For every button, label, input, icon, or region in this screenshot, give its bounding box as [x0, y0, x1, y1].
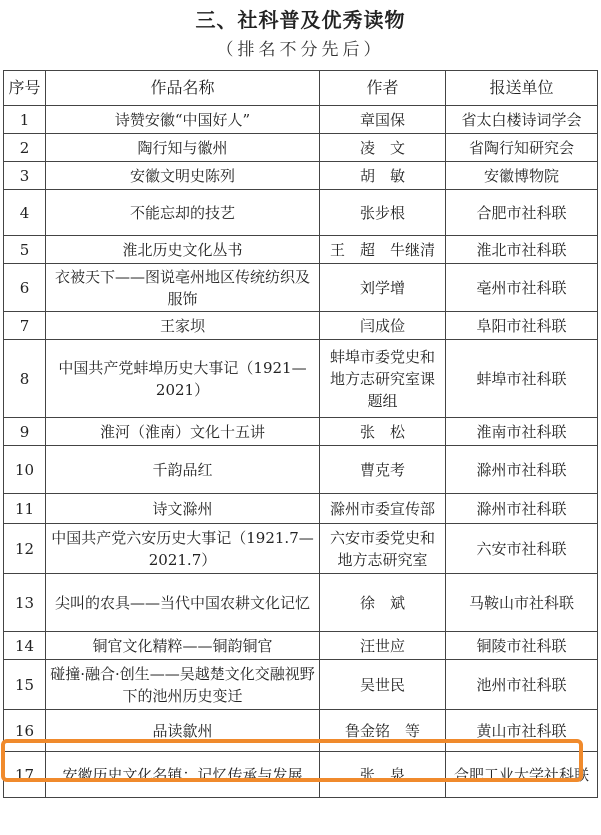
row-title: 中国共产党蚌埠历史大事记（1921—2021） — [46, 340, 320, 418]
row-unit: 合肥市社科联 — [446, 190, 598, 236]
row-author: 曹克考 — [320, 446, 446, 494]
row-number: 13 — [4, 574, 46, 632]
header-title: 作品名称 — [46, 71, 320, 106]
row-author: 张 泉 — [320, 752, 446, 798]
row-unit: 黄山市社科联 — [446, 710, 598, 752]
row-author: 张 松 — [320, 418, 446, 446]
row-author: 鲁金铭 等 — [320, 710, 446, 752]
row-author: 蚌埠市委党史和地方志研究室课题组 — [320, 340, 446, 418]
row-unit: 滁州市社科联 — [446, 446, 598, 494]
table-row — [4, 312, 598, 340]
row-number: 8 — [4, 340, 46, 418]
table-row — [4, 264, 598, 312]
table-row — [4, 660, 598, 710]
row-unit: 阜阳市社科联 — [446, 312, 598, 340]
table-row — [4, 524, 598, 574]
row-title: 诗赞安徽“中国好人” — [46, 106, 320, 134]
row-number: 3 — [4, 162, 46, 190]
row-number: 11 — [4, 494, 46, 524]
row-number: 4 — [4, 190, 46, 236]
row-title: 安徽历史文化名镇：记忆传承与发展 — [46, 752, 320, 798]
row-number: 1 — [4, 106, 46, 134]
row-title: 诗文滁州 — [46, 494, 320, 524]
table-row-highlighted — [4, 710, 598, 752]
header-author: 作者 — [320, 71, 446, 106]
row-title: 淮北历史文化丛书 — [46, 236, 320, 264]
row-unit: 合肥工业大学社科联 — [446, 752, 598, 798]
row-author: 吴世民 — [320, 660, 446, 710]
table-row — [4, 106, 598, 134]
row-title: 陶行知与徽州 — [46, 134, 320, 162]
row-unit: 蚌埠市社科联 — [446, 340, 598, 418]
reading-list-table — [3, 70, 598, 798]
table-row — [4, 340, 598, 418]
row-number: 12 — [4, 524, 46, 574]
row-title: 淮河（淮南）文化十五讲 — [46, 418, 320, 446]
section-subtitle: （排名不分先后） — [216, 40, 385, 60]
row-author: 刘学增 — [320, 264, 446, 312]
row-number: 14 — [4, 632, 46, 660]
table-row — [4, 162, 598, 190]
row-unit: 铜陵市社科联 — [446, 632, 598, 660]
row-title: 中国共产党六安历史大事记（1921.7—2021.7） — [46, 524, 320, 574]
row-unit: 亳州市社科联 — [446, 264, 598, 312]
row-title: 千韵品红 — [46, 446, 320, 494]
row-number: 17 — [4, 752, 46, 798]
row-number: 16 — [4, 710, 46, 752]
row-unit: 马鞍山市社科联 — [446, 574, 598, 632]
row-unit: 省太白楼诗词学会 — [446, 106, 598, 134]
row-author: 胡 敏 — [320, 162, 446, 190]
row-title: 衣被天下——图说亳州地区传统纺织及服饰 — [46, 264, 320, 312]
row-author: 徐 斌 — [320, 574, 446, 632]
table-row — [4, 494, 598, 524]
row-title: 不能忘却的技艺 — [46, 190, 320, 236]
row-unit: 淮南市社科联 — [446, 418, 598, 446]
row-title: 尖叫的农具——当代中国农耕文化记忆 — [46, 574, 320, 632]
table-row — [4, 752, 598, 798]
table-row — [4, 418, 598, 446]
table-row — [4, 574, 598, 632]
table-row — [4, 236, 598, 264]
row-unit: 省陶行知研究会 — [446, 134, 598, 162]
row-author: 章国保 — [320, 106, 446, 134]
table-header-row — [4, 71, 598, 106]
row-number: 7 — [4, 312, 46, 340]
row-title: 碰撞·融合·创生——吴越楚文化交融视野下的池州历史变迁 — [46, 660, 320, 710]
row-author: 凌 文 — [320, 134, 446, 162]
row-title: 王家坝 — [46, 312, 320, 340]
row-author: 六安市委党史和地方志研究室 — [320, 524, 446, 574]
row-number: 2 — [4, 134, 46, 162]
row-number: 6 — [4, 264, 46, 312]
row-author: 汪世应 — [320, 632, 446, 660]
row-number: 5 — [4, 236, 46, 264]
row-title: 铜官文化精粹——铜韵铜官 — [46, 632, 320, 660]
row-author: 张步根 — [320, 190, 446, 236]
row-title: 安徽文明史陈列 — [46, 162, 320, 190]
row-unit: 滁州市社科联 — [446, 494, 598, 524]
row-number: 9 — [4, 418, 46, 446]
row-unit: 安徽博物院 — [446, 162, 598, 190]
row-author: 滁州市委宣传部 — [320, 494, 446, 524]
section-title: 三、社科普及优秀读物 — [195, 8, 406, 32]
row-author: 闫成俭 — [320, 312, 446, 340]
table-row — [4, 446, 598, 494]
table-row — [4, 134, 598, 162]
row-unit: 六安市社科联 — [446, 524, 598, 574]
table-row — [4, 190, 598, 236]
row-number: 10 — [4, 446, 46, 494]
table-row — [4, 632, 598, 660]
row-title: 品读歙州 — [46, 710, 320, 752]
row-number: 15 — [4, 660, 46, 710]
row-unit: 池州市社科联 — [446, 660, 598, 710]
row-unit: 淮北市社科联 — [446, 236, 598, 264]
header-unit: 报送单位 — [446, 71, 598, 106]
header-number: 序号 — [4, 71, 46, 106]
row-author: 王 超 牛继清 — [320, 236, 446, 264]
